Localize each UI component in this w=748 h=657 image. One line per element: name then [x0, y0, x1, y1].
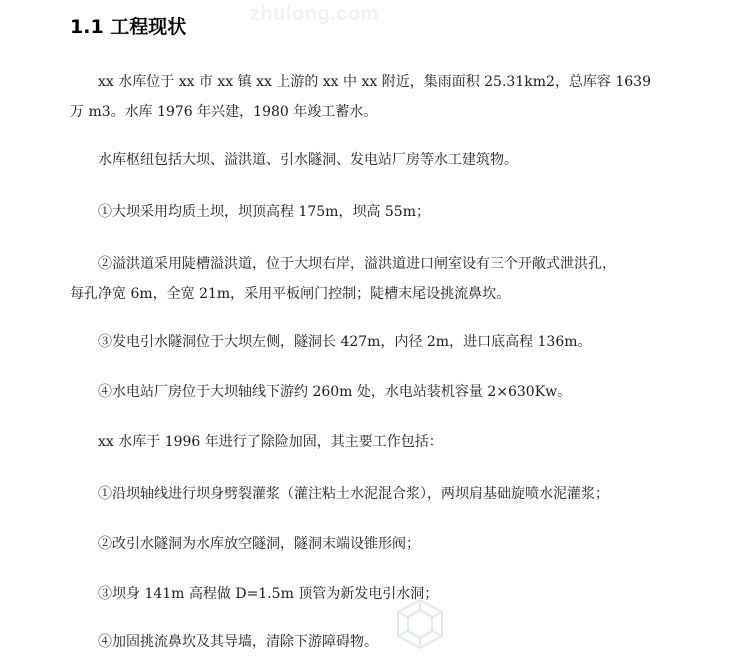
paragraph-work1: ①沿坝轴线进行坝身劈裂灌浆（灌注粘土水泥混合浆），两坝肩基础旋喷水泥灌浆；	[98, 486, 609, 502]
paragraph-tunnel: ③发电引水隧洞位于大坝左侧，隧洞长 427m，内径 2m，进口底高程 136m。	[98, 334, 592, 350]
paragraph-hub: 水库枢纽包括大坝、溢洪道、引水隧洞、发电站厂房等水工建筑物。	[98, 152, 518, 168]
section-heading: 1.1 工程现状	[70, 16, 187, 38]
paragraph-work4: ④加固挑流鼻坎及其导墙，清除下游障碍物。	[98, 634, 378, 650]
paragraph-work2: ②改引水隧洞为水库放空隧洞，隧洞末端设锥形阀；	[98, 536, 420, 552]
watermark-logo-icon	[392, 596, 448, 652]
paragraph-station: ④水电站厂房位于大坝轴线下游约 260m 处，水电站装机容量 2×630Kw。	[98, 384, 572, 400]
paragraph-spillway-line1: ②溢洪道采用陡槽溢洪道，位于大坝右岸，溢洪道进口闸室设有三个开敞式泄洪孔，	[98, 256, 616, 272]
paragraph-intro-line1: xx 水库位于 xx 市 xx 镇 xx 上游的 xx 中 xx 附近，集雨面积 25.31km2，总库容 1639	[98, 74, 651, 90]
site-watermark: zhulong.com	[250, 3, 379, 25]
paragraph-reinforce-intro: xx 水库于 1996 年进行了除险加固，其主要工作包括：	[98, 434, 443, 450]
paragraph-spillway-line2: 每孔净宽 6m，全宽 21m，采用平板闸门控制；陡槽末尾设挑流鼻坎。	[70, 286, 511, 302]
paragraph-intro-line2: 万 m3。水库 1976 年兴建，1980 年竣工蓄水。	[70, 104, 378, 120]
paragraph-dam: ①大坝采用均质土坝，坝顶高程 175m，坝高 55m；	[98, 204, 430, 220]
paragraph-work3: ③坝身 141m 高程做 D=1.5m 顶管为新发电引水洞；	[98, 586, 439, 602]
